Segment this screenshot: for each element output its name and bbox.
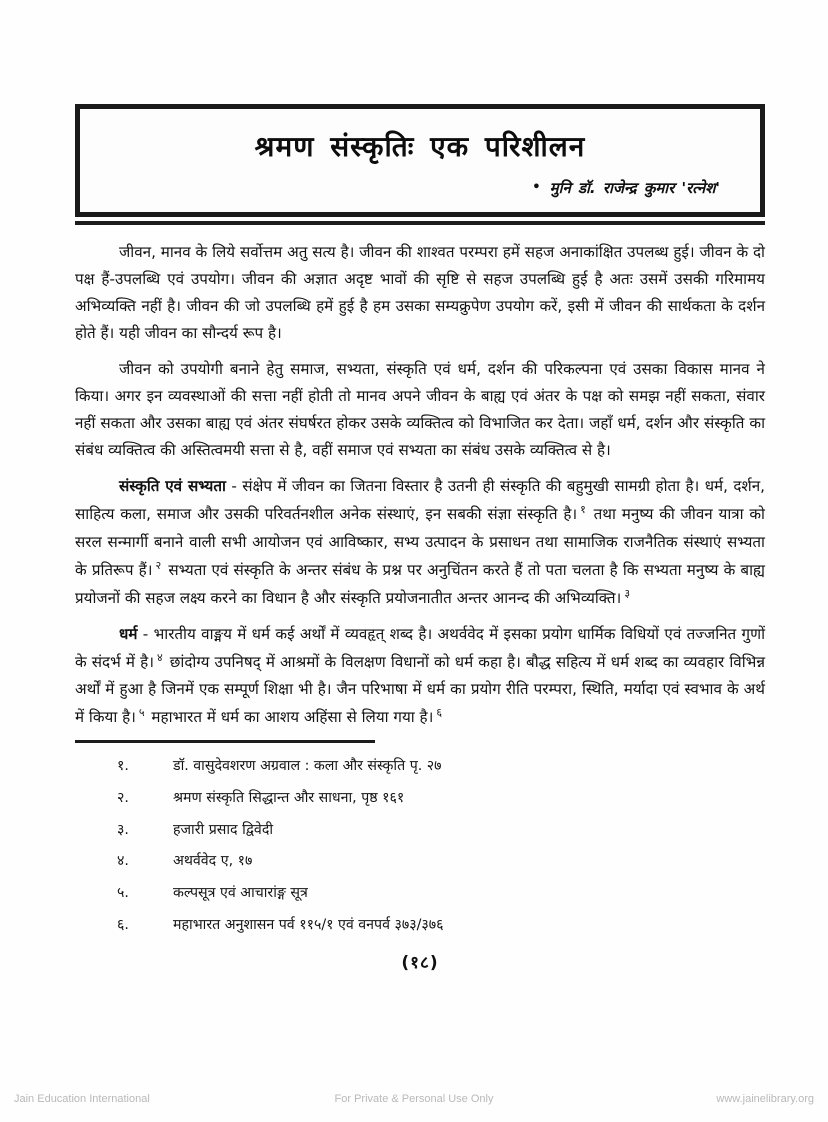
footnote-marker-4: ४ [156,650,163,664]
footnote-number: ५. [117,884,129,901]
page-content [75,104,765,973]
footnote-text: कल्पसूत्र एवं आचारांङ्ग सूत्र [173,884,308,901]
paragraph-3-dash: - [225,477,243,496]
title-box [75,104,765,217]
paragraph-4-segment-3: महाभारत में धर्म का आशय अहिंसा से लिया गया है। [146,708,434,727]
footnote-marker-6: ६ [436,706,443,719]
footnote-marker-1: १ [580,503,586,517]
scan-footer-center: For Private & Personal Use Only [334,1093,494,1105]
footnote-marker-3: ३ [624,586,630,600]
footnote-text: हजारी प्रसाद द्विवेदी [173,821,274,838]
footnote-marker-2: २ [155,558,162,572]
page-title: श्रमण संस्कृतिः एक परिशीलन [254,130,586,163]
paragraph-2 [75,356,765,464]
footnote-item [117,755,765,778]
paragraph-3 [75,473,765,611]
paragraph-4-segment-2: छांदोग्य उपनिषद् में आश्रमों के विलक्षण विधानों को धर्म कहा है। बौद्ध सहित्य में धर्म शब्द का व्यवहार विभिन्न अर्थों में हुआ है जिनमें एक सम्पूर्ण शिक्षा भी है। जैन परिभाषा में धर्म का प्रयोग रीति परम्परा, स्थिति, मर्यादा एवं स्वभाव के अर्थ में किया है। [75,652,765,727]
footnote-number: २. [117,789,129,806]
paragraph-4-dash: - [137,624,154,643]
paragraph-1 [75,239,765,347]
page-number: (१८) [401,953,439,974]
footnote-item [117,850,765,873]
paragraph-4 [75,621,765,731]
footnote-list [75,755,765,936]
footnote-text: डॉ. वासुदेवशरण अग्रवाल : कला और संस्कृति पृ. २७ [173,758,442,775]
footnote-item [117,882,765,905]
footnote-number: १. [117,758,129,775]
paragraph-3-segment-3: सभ्यता एवं संस्कृति के अन्तर संबंध के प्रश्न पर अनुचिंतन करते हैं तो पता चलता है कि सभ्यता मनुष्य के बाह्य प्रयोजनों की सहज लक्ष्य करने का विधान है और संस्कृति प्रयोजनातीत अन्तर आनन्द की अभिव्यक्ति। [75,560,765,607]
paragraph-4-segment-1: भारतीय वाङ्मय में धर्म कई अर्थों में व्यवहृत् शब्द है। अथर्ववेद में इसका प्रयोग धार्मिक विधियों एवं तज्जनित गुणों के संदर्भ में है। [75,624,766,671]
footnote-number: ४. [117,853,129,870]
footnote-text: महाभारत अनुशासन पर्व ११५/१ एवं वनपर्व ३७३/३७६ [173,916,444,933]
paragraph-3-segment-2: तथा मनुष्य की जीवन यात्रा को सरल सन्मार्गी बनाने वाली सभी आयोजन एवं आविष्कार, सभ्य उत्पादन के प्रसाधन तथा सामाजिक राजनैतिक संस्थाएं सभ्यता के प्रतिरूप हैं। [75,505,765,579]
bullet-icon: • [532,180,541,195]
scan-footer-left: Jain Education International [14,1093,150,1105]
scan-footer [0,1090,828,1108]
footnote-text: श्रमण संस्कृति सिद्धान्त और साधना, पृष्ठ १६१ [173,789,405,806]
footnote-item [117,787,765,810]
footnote-number: ६. [117,916,129,933]
footnote-item [117,914,765,937]
footnote-item [117,819,765,842]
footnote-marker-5: ५ [138,706,145,719]
paragraph-2-text: जीवन को उपयोगी बनाने हेतु समाज, सभ्यता, संस्कृति एवं धर्म, दर्शन की परिकल्पना एवं उसका विकास मानव ने किया। अगर इन व्यवस्थाओं की सत्ता नहीं होती तो मानव अपने जीवन के बाह्य एवं अंतर के पक्ष को समझ नहीं सकता, संवार नहीं सकता और उसका बाह्य एवं अंतर संघर्षरत होकर उसके व्यक्तित्व को विभाजित कर देता। जहाँ धर्म, दर्शन और संस्कृति का संबंध व्यक्तित्व की अस्तित्वमयी सत्ता से है, वहीं समाज एवं सभ्यता का संबंध उसके व्यक्तित्व से है। [75,360,765,460]
paragraph-3-segment-1: संक्षेप में जीवन का जितना विस्तार है उतनी ही संस्कृति की बहुमुखी सामग्री होता है। धर्म, दर्शन, साहित्य कला, समाज और उसकी परिवर्तनशील अनेक संस्थाएं, इन सबकी संज्ञा संस्कृति है। [75,477,765,524]
author-name: मुनि डॉ. राजेन्द्र कुमार 'रत्नेश' [549,179,720,197]
paragraph-1-text: जीवन, मानव के लिये सर्वोत्तम अतु सत्य है। जीवन की शाश्वत परम्परा हमें सहज अनाकांक्षित उपलब्ध हुई। जीवन के दो पक्ष हैं-उपलब्धि एवं उपयोग। जीवन की अज्ञात अदृष्ट भावों की सृष्टि से सहज उपलब्धि हुई है अतः उसमें उसकी गरिमामय अभिव्यक्ति नहीं है। जीवन की जो उपलब्धि हमें हुई है हम उसका सम्यक्रुपेण उपयोग करें, इसी में जीवन की सार्थकता के दर्शन होते हैं। यही जीवन का सौन्दर्य रूप है। [75,243,765,343]
scan-footer-right: www.jainelibrary.org [716,1093,814,1105]
footnote-divider [75,740,375,743]
paragraph-3-lead-term: संस्कृति एवं सभ्यता [119,477,226,496]
author-byline [98,178,742,198]
article-body [75,239,765,731]
footnote-text: अथर्ववेद ए, १७ [173,853,253,870]
footnote-number: ३. [117,821,129,838]
paragraph-4-lead-term: धर्म [119,624,138,643]
title-underline-rule [75,221,765,225]
